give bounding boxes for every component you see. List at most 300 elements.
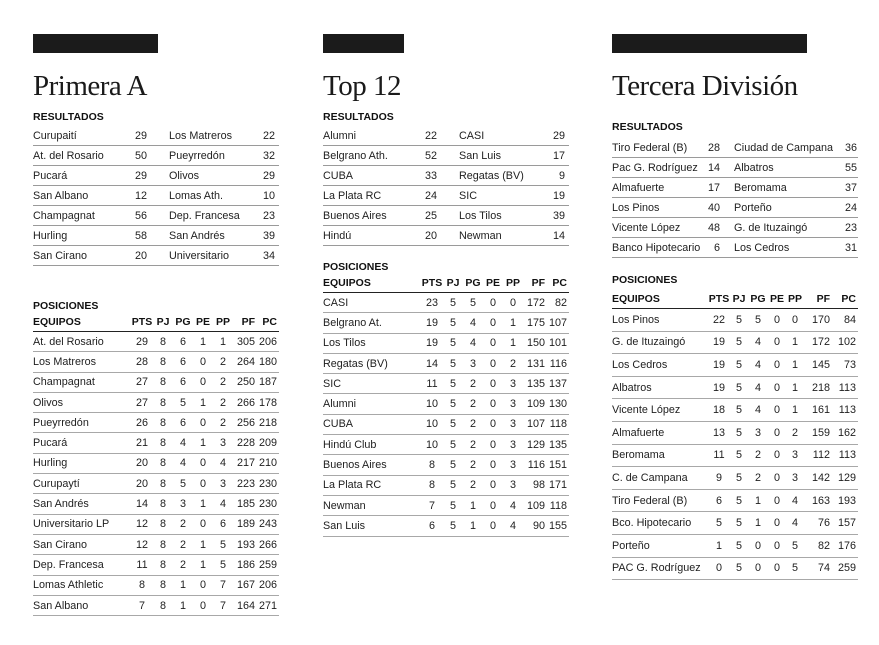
pts-cell: 14 xyxy=(421,353,443,373)
pf-cell: 164 xyxy=(233,595,257,615)
pj-cell: 5 xyxy=(730,309,748,332)
away-team: Los Matreros xyxy=(169,126,261,146)
home-team: La Plata RC xyxy=(323,186,419,206)
col-header: PG xyxy=(173,313,193,332)
away-team: Los Cedros xyxy=(734,238,842,258)
col-header: PP xyxy=(213,313,233,332)
pc-cell: 218 xyxy=(257,413,279,433)
pj-cell: 5 xyxy=(443,516,463,536)
pp-cell: 3 xyxy=(786,467,804,490)
table-row xyxy=(33,413,279,433)
team-name-cell: CASI xyxy=(323,293,421,313)
pf-cell: 109 xyxy=(523,495,547,515)
pf-cell: 256 xyxy=(233,413,257,433)
pc-cell: 243 xyxy=(257,514,279,534)
home-team: CUBA xyxy=(323,166,419,186)
result-row xyxy=(33,226,279,246)
pc-cell: 118 xyxy=(547,414,569,434)
pc-cell: 135 xyxy=(547,435,569,455)
pts-cell: 12 xyxy=(131,514,153,534)
pts-cell: 20 xyxy=(131,453,153,473)
pg-cell: 6 xyxy=(173,372,193,392)
pg-cell: 2 xyxy=(463,455,483,475)
pf-cell: 163 xyxy=(804,489,832,512)
pe-cell: 0 xyxy=(483,495,503,515)
home-score: 6 xyxy=(702,238,724,258)
col-header: PF xyxy=(804,290,832,309)
home-score: 20 xyxy=(419,226,441,246)
pj-cell: 8 xyxy=(153,494,173,514)
pc-cell: 82 xyxy=(547,293,569,313)
pj-cell: 8 xyxy=(153,413,173,433)
team-name-cell: Hindú Club xyxy=(323,435,421,455)
section-bar xyxy=(323,34,404,53)
col-header: EQUIPOS xyxy=(612,290,708,309)
pc-cell: 271 xyxy=(257,595,279,615)
pg-cell: 0 xyxy=(748,534,768,557)
team-name-cell: San Cirano xyxy=(33,534,131,554)
pf-cell: 112 xyxy=(804,444,832,467)
pj-cell: 5 xyxy=(730,534,748,557)
pc-cell: 193 xyxy=(832,489,858,512)
pe-cell: 0 xyxy=(193,575,213,595)
pj-cell: 8 xyxy=(153,474,173,494)
home-score: 12 xyxy=(129,186,151,206)
col-header: PTS xyxy=(421,274,443,293)
pts-cell: 8 xyxy=(421,475,443,495)
pc-cell: 266 xyxy=(257,534,279,554)
table-row xyxy=(33,474,279,494)
pf-cell: 150 xyxy=(523,333,547,353)
pts-cell: 13 xyxy=(708,421,730,444)
pj-cell: 8 xyxy=(153,595,173,615)
pj-cell: 5 xyxy=(730,557,748,580)
pe-cell: 1 xyxy=(193,392,213,412)
table-row xyxy=(33,534,279,554)
home-team: At. del Rosario xyxy=(33,146,129,166)
pf-cell: 218 xyxy=(804,376,832,399)
pg-cell: 1 xyxy=(173,575,193,595)
pg-cell: 2 xyxy=(748,444,768,467)
team-name-cell: Alumni xyxy=(323,394,421,414)
team-name-cell: Olivos xyxy=(33,392,131,412)
pts-cell: 8 xyxy=(421,455,443,475)
team-name-cell: San Albano xyxy=(33,595,131,615)
home-score: 25 xyxy=(419,206,441,226)
section-bar xyxy=(612,34,807,53)
pc-cell: 162 xyxy=(832,421,858,444)
pg-cell: 1 xyxy=(748,512,768,535)
result-row xyxy=(612,158,858,178)
table-row xyxy=(612,376,858,399)
pe-cell: 0 xyxy=(768,557,786,580)
table-row xyxy=(323,414,569,434)
pp-cell: 1 xyxy=(786,331,804,354)
table-row xyxy=(612,512,858,535)
team-name-cell: Bco. Hipotecario xyxy=(612,512,708,535)
table-row xyxy=(612,467,858,490)
pts-cell: 26 xyxy=(131,413,153,433)
table-row xyxy=(33,514,279,534)
pp-cell: 3 xyxy=(213,433,233,453)
pts-cell: 27 xyxy=(131,392,153,412)
team-name-cell: Champagnat xyxy=(33,372,131,392)
col-header: PJ xyxy=(443,274,463,293)
pf-cell: 74 xyxy=(804,557,832,580)
table-row xyxy=(612,489,858,512)
pf-cell: 107 xyxy=(523,414,547,434)
col-header: PTS xyxy=(131,313,153,332)
table-row xyxy=(33,332,279,352)
pg-cell: 6 xyxy=(173,413,193,433)
away-team: SIC xyxy=(459,186,551,206)
col-header: PC xyxy=(257,313,279,332)
pts-cell: 11 xyxy=(131,555,153,575)
pp-cell: 4 xyxy=(786,512,804,535)
pf-cell: 172 xyxy=(523,293,547,313)
result-row xyxy=(612,218,858,238)
away-score: 17 xyxy=(551,146,569,166)
col-header: PC xyxy=(832,290,858,309)
team-name-cell: CUBA xyxy=(323,414,421,434)
pp-cell: 1 xyxy=(503,313,523,333)
pf-cell: 167 xyxy=(233,575,257,595)
pts-cell: 8 xyxy=(131,575,153,595)
pe-cell: 1 xyxy=(193,332,213,352)
pc-cell: 151 xyxy=(547,455,569,475)
pts-cell: 23 xyxy=(421,293,443,313)
home-team: Buenos Aires xyxy=(323,206,419,226)
result-row xyxy=(323,126,569,146)
pe-cell: 0 xyxy=(483,435,503,455)
pj-cell: 8 xyxy=(153,534,173,554)
home-score: 52 xyxy=(419,146,441,166)
away-team: CASI xyxy=(459,126,551,146)
away-team: Lomas Ath. xyxy=(169,186,261,206)
pg-cell: 3 xyxy=(748,421,768,444)
pp-cell: 1 xyxy=(786,354,804,377)
team-name-cell: Los Matreros xyxy=(33,352,131,372)
pg-cell: 4 xyxy=(463,333,483,353)
home-team: Almafuerte xyxy=(612,178,702,198)
pe-cell: 0 xyxy=(483,353,503,373)
pts-cell: 19 xyxy=(421,313,443,333)
pp-cell: 2 xyxy=(213,352,233,372)
pg-cell: 4 xyxy=(748,331,768,354)
pf-cell: 82 xyxy=(804,534,832,557)
pe-cell: 0 xyxy=(768,399,786,422)
team-name-cell: Lomas Athletic xyxy=(33,575,131,595)
home-team: Champagnat xyxy=(33,206,129,226)
team-name-cell: Dep. Francesa xyxy=(33,555,131,575)
pp-cell: 4 xyxy=(786,489,804,512)
pc-cell: 230 xyxy=(257,494,279,514)
pf-cell: 116 xyxy=(523,455,547,475)
pc-cell: 259 xyxy=(832,557,858,580)
resultados-label: RESULTADOS xyxy=(323,111,394,123)
away-score: 9 xyxy=(551,166,569,186)
team-name-cell: Pucará xyxy=(33,433,131,453)
team-name-cell: Beromama xyxy=(612,444,708,467)
away-team: G. de Ituzaingó xyxy=(734,218,842,238)
home-score: 20 xyxy=(129,246,151,266)
resultados-label: RESULTADOS xyxy=(33,111,104,123)
pg-cell: 2 xyxy=(463,475,483,495)
away-score: 29 xyxy=(261,166,279,186)
pts-cell: 6 xyxy=(708,489,730,512)
pc-cell: 180 xyxy=(257,352,279,372)
pg-cell: 6 xyxy=(173,332,193,352)
pts-cell: 7 xyxy=(131,595,153,615)
team-name-cell: Los Pinos xyxy=(612,309,708,332)
table-row xyxy=(33,433,279,453)
pg-cell: 4 xyxy=(173,453,193,473)
home-score: 17 xyxy=(702,178,724,198)
table-row xyxy=(323,374,569,394)
pts-cell: 19 xyxy=(421,333,443,353)
result-row xyxy=(612,138,858,158)
pg-cell: 1 xyxy=(173,595,193,615)
pts-cell: 5 xyxy=(708,512,730,535)
pts-cell: 11 xyxy=(708,444,730,467)
home-team: Hindú xyxy=(323,226,419,246)
posiciones-label: POSICIONES xyxy=(33,300,99,312)
pc-cell: 210 xyxy=(257,453,279,473)
pp-cell: 4 xyxy=(503,495,523,515)
pts-cell: 19 xyxy=(708,376,730,399)
pj-cell: 8 xyxy=(153,575,173,595)
pj-cell: 8 xyxy=(153,453,173,473)
pj-cell: 5 xyxy=(443,333,463,353)
away-score: 36 xyxy=(842,138,858,158)
pj-cell: 8 xyxy=(153,555,173,575)
pc-cell: 137 xyxy=(547,374,569,394)
pp-cell: 6 xyxy=(213,514,233,534)
pj-cell: 8 xyxy=(153,352,173,372)
pg-cell: 3 xyxy=(463,353,483,373)
pj-cell: 5 xyxy=(443,435,463,455)
pg-cell: 1 xyxy=(463,516,483,536)
away-score: 32 xyxy=(261,146,279,166)
pp-cell: 7 xyxy=(213,575,233,595)
table-row xyxy=(323,495,569,515)
pp-cell: 2 xyxy=(213,392,233,412)
section-title: Top 12 xyxy=(323,70,401,102)
pts-cell: 19 xyxy=(708,354,730,377)
team-name-cell: Regatas (BV) xyxy=(323,353,421,373)
pe-cell: 0 xyxy=(483,374,503,394)
header-row xyxy=(323,274,569,293)
pj-cell: 5 xyxy=(730,444,748,467)
pe-cell: 0 xyxy=(483,394,503,414)
pg-cell: 2 xyxy=(463,374,483,394)
table-row xyxy=(612,399,858,422)
team-name-cell: Tiro Federal (B) xyxy=(612,489,708,512)
home-score: 29 xyxy=(129,166,151,186)
team-name-cell: San Luis xyxy=(323,516,421,536)
col-header: PF xyxy=(233,313,257,332)
pts-cell: 18 xyxy=(708,399,730,422)
team-name-cell: SIC xyxy=(323,374,421,394)
table-row xyxy=(33,595,279,615)
result-row xyxy=(33,166,279,186)
pf-cell: 305 xyxy=(233,332,257,352)
away-score: 14 xyxy=(551,226,569,246)
away-team: Los Tilos xyxy=(459,206,551,226)
pp-cell: 5 xyxy=(786,534,804,557)
pj-cell: 5 xyxy=(730,376,748,399)
table-row xyxy=(323,293,569,313)
result-row xyxy=(612,238,858,258)
pf-cell: 135 xyxy=(523,374,547,394)
pc-cell: 113 xyxy=(832,376,858,399)
pe-cell: 0 xyxy=(768,512,786,535)
pe-cell: 0 xyxy=(483,414,503,434)
pts-cell: 27 xyxy=(131,372,153,392)
pp-cell: 3 xyxy=(503,435,523,455)
team-name-cell: Los Tilos xyxy=(323,333,421,353)
pc-cell: 129 xyxy=(832,467,858,490)
resultados-label: RESULTADOS xyxy=(612,121,683,133)
table-row xyxy=(323,475,569,495)
pts-cell: 6 xyxy=(421,516,443,536)
pg-cell: 6 xyxy=(173,352,193,372)
pf-cell: 129 xyxy=(523,435,547,455)
pg-cell: 0 xyxy=(748,557,768,580)
pf-cell: 159 xyxy=(804,421,832,444)
pc-cell: 102 xyxy=(832,331,858,354)
posiciones-label: POSICIONES xyxy=(323,261,389,273)
pp-cell: 5 xyxy=(786,557,804,580)
resultados-table xyxy=(323,126,569,246)
away-score: 29 xyxy=(551,126,569,146)
away-score: 24 xyxy=(842,198,858,218)
pe-cell: 0 xyxy=(768,534,786,557)
pp-cell: 2 xyxy=(213,372,233,392)
home-team: San Albano xyxy=(33,186,129,206)
pj-cell: 5 xyxy=(730,399,748,422)
pf-cell: 172 xyxy=(804,331,832,354)
pc-cell: 176 xyxy=(832,534,858,557)
pe-cell: 0 xyxy=(483,293,503,313)
col-header: PP xyxy=(503,274,523,293)
team-name-cell: Porteño xyxy=(612,534,708,557)
result-row xyxy=(323,166,569,186)
away-score: 19 xyxy=(551,186,569,206)
pts-cell: 0 xyxy=(708,557,730,580)
team-name-cell: Curupaytí xyxy=(33,474,131,494)
pc-cell: 209 xyxy=(257,433,279,453)
col-header: PE xyxy=(483,274,503,293)
result-row xyxy=(33,186,279,206)
pts-cell: 11 xyxy=(421,374,443,394)
table-row xyxy=(323,516,569,536)
top-12-column xyxy=(323,34,569,537)
away-score: 10 xyxy=(261,186,279,206)
pf-cell: 186 xyxy=(233,555,257,575)
away-team: Olivos xyxy=(169,166,261,186)
team-name-cell: G. de Ituzaingó xyxy=(612,331,708,354)
primera-a-column xyxy=(33,34,279,616)
pp-cell: 3 xyxy=(503,414,523,434)
pg-cell: 1 xyxy=(463,495,483,515)
pts-cell: 21 xyxy=(131,433,153,453)
pts-cell: 19 xyxy=(708,331,730,354)
pf-cell: 250 xyxy=(233,372,257,392)
col-header: PJ xyxy=(153,313,173,332)
pts-cell: 28 xyxy=(131,352,153,372)
away-team: San Luis xyxy=(459,146,551,166)
pp-cell: 1 xyxy=(503,333,523,353)
pts-cell: 20 xyxy=(131,474,153,494)
pe-cell: 0 xyxy=(768,489,786,512)
pj-cell: 5 xyxy=(443,475,463,495)
pp-cell: 0 xyxy=(503,293,523,313)
pj-cell: 5 xyxy=(443,313,463,333)
pe-cell: 0 xyxy=(193,474,213,494)
col-header: PE xyxy=(193,313,213,332)
result-row xyxy=(612,178,858,198)
pg-cell: 2 xyxy=(463,435,483,455)
pe-cell: 0 xyxy=(483,313,503,333)
table-row xyxy=(323,353,569,373)
team-name-cell: Newman xyxy=(323,495,421,515)
pe-cell: 0 xyxy=(193,372,213,392)
table-row xyxy=(33,575,279,595)
pf-cell: 223 xyxy=(233,474,257,494)
col-header: PF xyxy=(523,274,547,293)
pe-cell: 0 xyxy=(193,514,213,534)
home-score: 40 xyxy=(702,198,724,218)
home-score: 22 xyxy=(419,126,441,146)
pp-cell: 3 xyxy=(503,455,523,475)
away-score: 39 xyxy=(261,226,279,246)
away-score: 39 xyxy=(551,206,569,226)
resultados-table xyxy=(612,138,858,258)
table-row xyxy=(33,555,279,575)
pe-cell: 0 xyxy=(768,467,786,490)
result-row xyxy=(323,206,569,226)
pc-cell: 259 xyxy=(257,555,279,575)
pg-cell: 1 xyxy=(748,489,768,512)
pg-cell: 5 xyxy=(173,392,193,412)
pc-cell: 118 xyxy=(547,495,569,515)
header-row xyxy=(612,290,858,309)
col-header: PC xyxy=(547,274,569,293)
result-row xyxy=(33,246,279,266)
pg-cell: 4 xyxy=(748,399,768,422)
pg-cell: 2 xyxy=(748,467,768,490)
team-name-cell: Albatros xyxy=(612,376,708,399)
col-header: PJ xyxy=(730,290,748,309)
pg-cell: 3 xyxy=(173,494,193,514)
col-header: EQUIPOS xyxy=(323,274,421,293)
pf-cell: 76 xyxy=(804,512,832,535)
section-title: Tercera División xyxy=(612,70,798,102)
home-team: Pac G. Rodríguez xyxy=(612,158,702,178)
pj-cell: 8 xyxy=(153,332,173,352)
home-team: Los Pinos xyxy=(612,198,702,218)
table-row xyxy=(612,309,858,332)
home-score: 58 xyxy=(129,226,151,246)
pj-cell: 5 xyxy=(730,354,748,377)
pg-cell: 5 xyxy=(173,474,193,494)
pp-cell: 4 xyxy=(213,453,233,473)
away-score: 23 xyxy=(261,206,279,226)
col-header: PP xyxy=(786,290,804,309)
pts-cell: 22 xyxy=(708,309,730,332)
table-row xyxy=(612,557,858,580)
